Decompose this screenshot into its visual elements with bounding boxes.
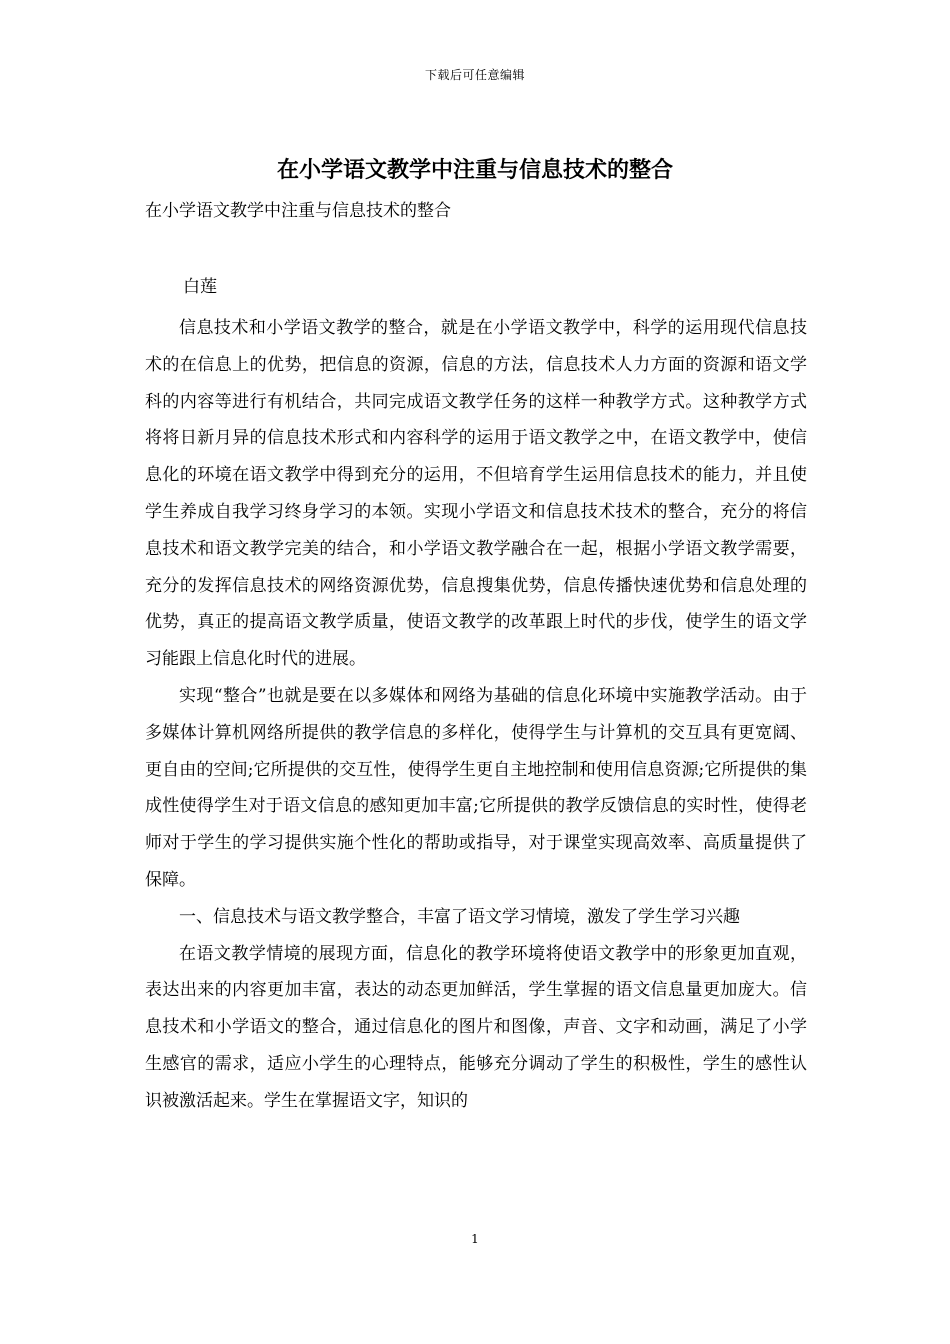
page-number: 1 (471, 1232, 479, 1246)
document-subtitle: 在小学语文教学中注重与信息技术的整合 (145, 201, 451, 221)
document-title: 在小学语文教学中注重与信息技术的整合 (276, 157, 673, 183)
paragraph-intro: 信息技术和小学语文教学的整合，就是在小学语文教学中，科学的运用现代信息技术的在信息上的优势，把信息的资源，信息的方法，信息技术人力方面的资源和语文学科的内容等进行有机结合，共同完成语文教学任务的这样一种教学方式。这种教学方式将将日新月异的信息技术形式和内容科学的运用于语文教学之中，在语文教学中，使信息化的环境在语文教学中得到充分的运用，不但培育学生运用信息技术的能力，并且使学生养成自我学习终身学习的本领。实现小学语文和信息技术技术的整合，充分的将信息技术和语文教学完美的结合，和小学语文教学融合在一起，根据小学语文教学需要，充分的发挥信息技术的网络资源优势，信息搜集优势，信息传播快速优势和信息处理的优势，真正的提高语文教学质量，使语文教学的改革跟上时代的步伐，使学生的语文学习能跟上信息化时代的进展。 (145, 318, 807, 670)
page-header: 下载后可任意编辑 (424, 68, 525, 82)
paragraph-section-1: 在语文教学情境的展现方面，信息化的教学环境将使语文教学中的形象更加直观，表达出来的内容更加丰富，表达的动态更加鲜活，学生掌握的语文信息量更加庞大。信息技术和小学语文的整合，通过信息化的图片和图像，声音、文字和动画，满足了小学生感官的需求，适应小学生的心理特点，能够充分调动了学生的积极性，学生的感性认识被激活起来。学生在掌握语文字，知识的 (145, 943, 807, 1111)
document-body (145, 310, 807, 1120)
paragraph-integration: 实现“整合”也就是要在以多媒体和网络为基础的信息化环境中实施教学活动。由于多媒体计算机网络所提供的教学信息的多样化，使得学生与计算机的交互具有更宽阔、更自由的空间;它所提供的交互性，使得学生更自主地控制和使用信息资源;它所提供的集成性使得学生对于语文信息的感知更加丰富;它所提供的教学反馈信息的实时性，使得老师对于学生的学习提供实施个性化的帮助或指导，对于课堂实现高效率、高质量提供了保障。 (145, 685, 807, 890)
section-heading-1: 一、信息技术与语文教学整合，丰富了语文学习情境，激发了学生学习兴趣 (179, 906, 740, 927)
author-name: 白莲 (183, 277, 217, 297)
